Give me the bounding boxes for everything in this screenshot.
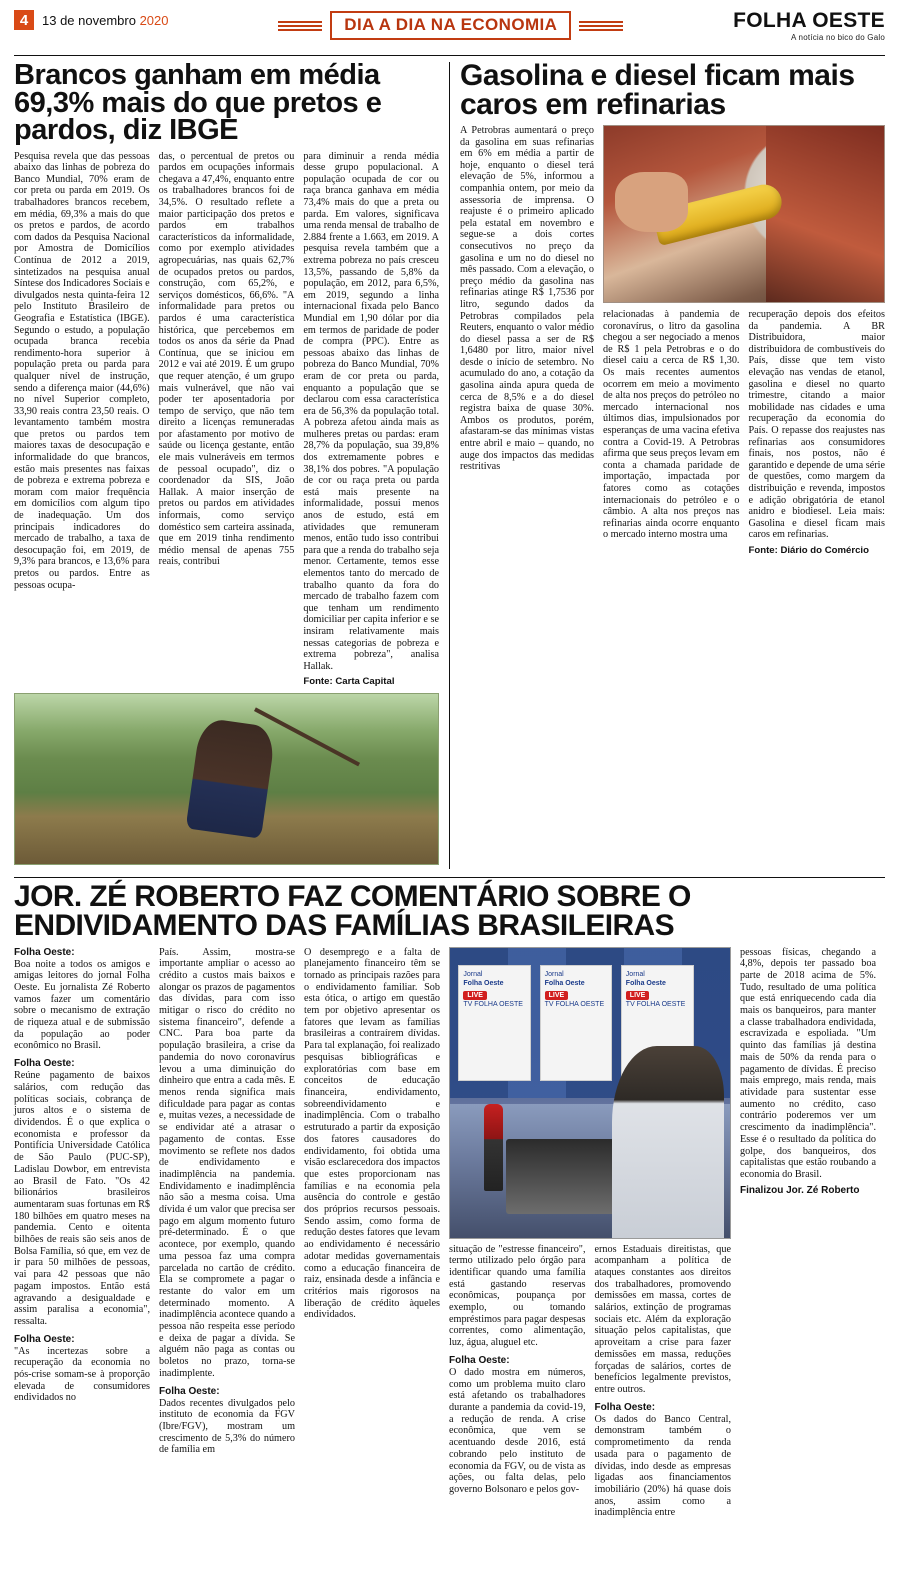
masthead-divider — [14, 55, 885, 56]
feature-col3-a: O desemprego e a falta de planejamento financeiro têm se tornado as principais razões para o endividamento familiar. Sob esta ótica, o artigo em questão tem por objetivo apresentar os fatores que levam as famílias brasileiras a contraírem dívidas. Para tal explanação, foi realizado pesquisas bibliográficas e exploratórias com base em conceitos de educação financeira, endividamento, sobreendividamento e inadimplência. Com o trabalho estruturado a partir da exposição dos fatores causadores do endividamento, foi obtida uma visão esclarecedora dos impactos que estes proporcionam nas famílias e na economia pela ausência do controle e gestão dos próprios recursos pessoais. Sendo assim, como forma de redução destes fatores que levam ao endividamento é necessário adotar medidas governamentais como a educação financeira de raiz, ensinada desde a infância e critérios mais rigorosos na liberação de crédito àqueles endividados. — [304, 946, 440, 1321]
car-body-shape — [766, 126, 884, 302]
feature-col2-b: Dados recentes divulgados pelo instituto de economia da FGV (Ibre/FGV), mostram um crescimento de 5,3% do número de família em — [159, 1397, 295, 1456]
feature-col5-b: Os dados do Banco Central, demonstram também o comprometimento da renda usada para o pagamento de dívidas, indo desde as empresas ligadas aos financiamentos imobiliário (20%) há quase dois anos, assim como a inadimplência entre — [594, 1413, 731, 1519]
feature-story — [14, 877, 885, 1519]
studio-card-2 — [540, 965, 613, 1081]
interviewer-label-4: Folha Oeste: — [159, 1385, 220, 1397]
studio-card-1-line2: Folha Oeste — [463, 979, 504, 987]
laptop-icon — [506, 1139, 624, 1214]
farm-worker-photo — [14, 693, 439, 865]
feature-col1-a: Boa noite a todos os amigos e amigas leitores do jornal Folha Oeste. Eu jornalista Zé Roberto vamos fazer um comentário sobre o mecanismo de extração de riqueza atual e de submissão da população ao poder econômico no Brasil. — [14, 958, 150, 1052]
story-fuel-col1 — [460, 125, 594, 556]
studio-card-1-tv: TV FOLHA OESTE — [463, 1000, 523, 1008]
column-divider — [449, 62, 450, 869]
top-stories — [14, 59, 885, 869]
brand-tagline: A notícia no bico do Galo — [791, 33, 885, 42]
feature-col4-columns — [449, 1244, 731, 1519]
feature-col6-a: pessoas físicas, chegando a 4,8%, depois ter passado boa parte de 2018 acima de 5%. Tudo, resultado de uma política que está enriquecendo cada dia mais os banqueiros, para manter a classe trabalhadora endividada, escravizada e espoliada. "Um quinto das famílias já destina mais de 50% da renda para o pagamento de dívidas. É preciso mais emprego, mais renda, mais atividade para sustentar esse aumento no crédito, caso contrário poderemos ver um crescimento da inadimplência". Esse é o resultado da política do golpe, dos banqueiros, dos capitalistas que estão roubando a economia do Brasil. — [740, 946, 876, 1180]
feature-col5-a: ernos Estaduais direitistas, que acompanham a política de ataques constantes aos direitos dos trabalhadores, promovendo demissões em massa, cortes de salários, extinção de programas sociais etc. Além da exploração situação pelos capitalistas, que aproveitam a crise para fazer demissões em massa, reduções forçadas de salários, cortes de benefícios legalmente previstos, entre outros. — [594, 1243, 731, 1395]
feature-col5 — [595, 1244, 732, 1519]
feature-closing: Finalizou Jor. Zé Roberto — [740, 1184, 860, 1196]
story-ibge-col2 — [159, 151, 295, 688]
feature-divider — [14, 877, 885, 878]
story-fuel-lower-columns — [603, 309, 885, 556]
interviewer-label-5: Folha Oeste: — [449, 1354, 510, 1366]
studio-card-3-live-badge: LIVE — [626, 991, 650, 1000]
studio-card-2-line2: Folha Oeste — [544, 979, 585, 987]
story-fuel-col3-text: recuperação depois dos efeitos da pandemia. A BR Distribuidora, maior distribuidora de combustíveis do País, disse que tem visto elevação nas vendas de etanol, gasolina e diesel no quarto trimestre, citando a maior mobilidade nas cidades e uma recuperação da economia do País. O repasse dos reajustes nas refinarias aos consumidores finais, nos postos, não é garantido e depende de uma série de questões, como margem da distribuição e revenda, impostos e adição obrigatória de etanol anidro e biodiesel. Leia mais: Gasolina e diesel ficam mais caros em refinarias. — [748, 309, 885, 541]
journalist-figure — [612, 1046, 724, 1237]
section-header — [278, 11, 623, 40]
feature-headline: JOR. ZÉ ROBERTO FAZ COMENTÁRIO SOBRE O ENDIVIDAMENTO DAS FAMÍLIAS BRASILEIRAS — [14, 880, 691, 943]
story-ibge-source: Fonte: Carta Capital — [303, 676, 395, 688]
studio-card-1-line1: Jornal — [463, 970, 483, 978]
interviewer-label-2: Folha Oeste: — [14, 1058, 75, 1070]
feature-col4-b: O dado mostra em números, como um problema muito claro está afetando os trabalhadores durante a pandemia da covid-19, a redução de renda. A crise econômica, que vem se acentuando desde 2016, está cobrando pelo instituto de economia da FGV, ou de vista as ações, ou falta delas, pelo governo Bolsonaro e pelos gov- — [449, 1366, 586, 1495]
story-ibge-col2-text: das, o percentual de pretos ou pardos em ocupações informais chegava a 47,4%, enquanto entre os trabalhadores brancos foi de 34,5%. O resultado reflete a maior participação dos pretos e pardos em trabalhos característicos da informalidade, como por exemplo atividades agropecuárias, nas quais 62,7% de ocupados pretos ou pardos, construção, com 65,2%, e serviços domésticos, 66,6%. "A informalidade para pretos ou pardos é uma característica histórica, que percebemos em todos os anos da série da Pnad Contínua, que se iniciou em 2012 e vai até 2019. É um grupo que requer atenção, é um grupo mais vulnerável, que não vai poder ter aposentadoria por tempo de serviço, que não tem direito a licenças remuneradas por afastamento por motivo de saúde ou licença gestante, então ele mais vulneráveis em termos de pessoal ocupado", diz o coordenador da SIS, João Hallak. A maior inserção de pretos ou pardos em atividades informais, como serviço doméstico sem carteira assinada, que em 2019 tinha rendimento médio mensal de apenas 755 reais, contribui — [158, 150, 295, 568]
studio-card-3-line2: Folha Oeste — [625, 979, 666, 987]
story-ibge — [14, 59, 440, 869]
tv-studio-photo — [449, 947, 731, 1239]
story-fuel-col1-text: A Petrobras aumentará o preço da gasolina em suas refinarias em 6% em média a partir de hoje, enquanto o diesel terá elevação de 5%, informou a companhia ontem, por meio da assessoria de imprensa. O reajuste é o primeiro aplicado pela estatal em novembro e segue-se a dois cortes consecutivos no preço da gasolina e um no do diesel no mês passado. Com a elevação, o preço médio da gasolina nas refinarias atinge R$ 1,7536 por litro, segundo dados da Petrobras compilados pela Reuters, enquanto o valor médio do diesel passa a ser de R$ 1,6480 por litro, maior nível desde o início de setembro. No acumulado do ano, a cotação da gasolina ainda apura queda de cerca de 8,5% e a do diesel registra baixa de quase 30%. Ambos os produtos, porém, afastaram-se das mínimas vistas entre abril e maio – quando, no auge dos impactos das medidas restritivas — [459, 125, 594, 473]
story-ibge-col1-text: Pesquisa revela que das pessoas abaixo das linhas de pobreza do Banco Mundial, 70% eram de cor preta ou parda em 2019. Os trabalhadores brancos recebem, em média, 69,3% a mais do que os pretos e pardos, de acordo com dados da Pesquisa Nacional por Amostra de Domicílios Contínua de 2012 a 2019, sintetizados na pesquisa anual Síntese dos Indicadores Sociais e divulgados nesta quinta-feira 12 pelo Instituto Brasileiro de Geografia e Estatística (IBGE). Segundo o estudo, a população ocupada branca recebia rendimento-hora superior à população preta ou parda para qualquer nível de instrução, sendo a diferença maior (44,6%) no nível Superior completo, 33,90 reais contra 23,50 reais. O levantamento também mostra que pretos ou pardos tem maiores taxas de desocupação e informalidade do que brancos, estão mais presentes nas faixas de pobreza e extrema pobreza e moram com maior frequência em domicílios com algum tipo de inadequação. Um dos principais indicadores do mercado de trabalho, a taxa de desocupação foi, em 2019, de 9,3% para brancos, e 13,6% para pretos ou pardos. Entre as pessoas ocupa- — [14, 150, 150, 591]
studio-card-2-tv: TV FOLHA OESTE — [544, 1000, 605, 1008]
feature-col1-c: "As incertezas sobre a recuperação da economia no pós-crise somam-se à proporção elevada de consumidores endividados no — [14, 1345, 150, 1404]
studio-card-3-tv: TV FOLHA OESTE — [625, 1000, 686, 1008]
studio-card-1 — [458, 965, 531, 1081]
feature-col4-a: situação de "estresse financeiro", termo utilizado pelo órgão para identificar quando uma família está gastando reservas econômicas, poupança por exemplo, ou tomando empréstimos para pagar despesas correntes, como alimentação, luz, água, aluguel etc. — [449, 1243, 586, 1349]
farm-worker-figure — [185, 717, 276, 839]
feature-col4 — [449, 947, 731, 1519]
feature-col4-left — [449, 1244, 586, 1519]
interviewer-label-3: Folha Oeste: — [14, 1333, 75, 1345]
story-ibge-col1 — [14, 151, 150, 688]
story-ibge-headline: Brancos ganham em média 69,3% mais do que pretos e pardos, diz IBGE — [14, 59, 382, 147]
story-fuel-headline: Gasolina e diesel ficam mais caros em refinarias — [459, 59, 855, 121]
feature-col6 — [740, 947, 876, 1519]
story-fuel — [459, 59, 885, 869]
story-fuel-col2-text: relacionadas à pandemia de coronavírus, o litro da gasolina chegou a ser negociado a menos de R$ 1 pela Petrobras e o do diesel caiu a cerca de R$ 1,30. Os mais recentes aumentos ocorrem em meio a movimento de alta nos preços do petróleo no mercado internacional nos últimos dias, impulsionados por esperanças de uma vacina efetiva contra a Covid-19. A Petrobras afirma que seus preços levam em conta a chamada paridade de importação, impactada por fatores como as cotações internacionais do petróleo e o câmbio. A alta nos preços nas refinarias ainda ocorre enquanto o mercado interno mostra uma — [602, 309, 740, 541]
feature-col1 — [14, 947, 150, 1519]
story-ibge-col3 — [303, 151, 439, 688]
microphone-icon — [484, 1104, 504, 1191]
brand-name: FOLHA OESTE — [733, 9, 885, 32]
feature-col3 — [304, 947, 440, 1519]
hand-shape — [615, 172, 688, 232]
rule-left-icon — [278, 21, 322, 31]
story-fuel-col2 — [603, 309, 740, 556]
masthead-left — [14, 10, 169, 30]
story-fuel-col3 — [748, 309, 885, 556]
feature-col2-a: País. Assim, mostra-se importante ampliar o acesso ao crédito a custos mais baixos e alongar os prazos de pagamentos das dívidas, para com isso mitigar o risco do crédito no sistema financeiro", defende a CNC. Para boa parte da população brasileira, a crise da pandemia do novo coronavírus levou a uma diminuição do dinheiro que entra a cada mês. E menos renda significa mais dificuldade para pagar as contas e, muitas vezes, a necessidade de se endividar até a atrasar o pagamento de contas. Esse movimento se reflete nos dados de endividamento e inadimplência na pandemia. Endividamento e inadimplência não são a mesma coisa. Uma dívida é um valor que precisa ser pago em algum momento futuro pré-determinado. É o que acontece, por exemplo, quando uma pessoa faz uma compra parcelada no cartão de crédito. Ela se compromete a pagar o restante do valor em um determinado momento. A inadimplência acontece quando a pessoa não respeita esse período e deixa de pagar a dívida. Se alguém não paga as contas ou boletos no prazo, torna-se inadimplente. — [159, 946, 295, 1379]
story-fuel-source: Fonte: Diário do Comércio — [748, 544, 869, 556]
feature-col1-b: Reúne pagamento de baixos salários, com redução das políticas sociais, cobrança de juros altos e o sistema de dividendos. É o que explica o economista e professor da Pontifícia Universidade Católica de São Paulo (PUC-SP), Ladislau Dowbor, em entrevista ao Brasil de Fato. "Os 42 bilionários brasileiros aumentaram suas fortunas em R$ 180 bilhões em quatro meses na pandemia. Cento e oitenta bilhões de reais são seis anos de Bolsa Família, só que, em vez de ir para 50 milhões de pessoas, vai para 42 pessoas que não pagam impostos. Então está agravando a desigualdade e assim paralisa a economia", ressalta. — [14, 1070, 150, 1327]
story-fuel-photo-wrap — [603, 125, 885, 556]
date-year: 2020 — [139, 12, 169, 28]
feature-col2 — [159, 947, 295, 1519]
studio-card-2-live-badge: LIVE — [545, 991, 569, 1000]
date-text: 13 de novembro — [42, 12, 136, 28]
feature-columns — [14, 947, 885, 1519]
story-fuel-top — [460, 125, 885, 556]
section-title: DIA A DIA NA ECONOMIA — [330, 11, 571, 40]
publication-date — [42, 13, 169, 28]
studio-card-2-line1: Jornal — [544, 970, 564, 978]
masthead — [14, 10, 885, 50]
interviewer-label-6: Folha Oeste: — [594, 1401, 656, 1413]
fuel-pump-photo — [603, 125, 885, 303]
interviewer-label-1: Folha Oeste: — [14, 946, 75, 958]
story-ibge-col3-text: para diminuir a renda média desse grupo populacional. A população ocupada de cor ou raça branca ganhava em média 73,4% mais do que a preta ou parda. Em valores, significava uma renda mensal de trabalho de 2.884 frente a 1.663, em 2019. A pesquisa revela também que a extrema pobreza no país cresceu 13,5%, passando de 5,8% da população, em 2012, para 6,5%, em 2019, segundo a linha internacional fixada pelo Banco Mundial em 1,90 dólar por dia em termos de paridade de poder de compra (PPC). Entre as pessoas abaixo das linhas de pobreza do Banco Mundial, 70% eram de cor preta ou parda, enquanto a população que se declarou com essa característica era de 56,3% da população total. A pobreza afetou ainda mais as mulheres pretas ou pardas: eram 28,7% da população, sua 39,8% dos extremamente pobres e 38,1% dos pobres. "A população de cor ou raça preta ou parda está mais presente na informalidade, possui menos anos de estudo, está em atividades que remuneram menos, então tudo isso contribui para que a renda do trabalho seja menor. Certamente, temos esse elementos tanto do mercado de trabalho quanto da fora do mercado de trabalho fazem com que tenham um rendimento domiciliar per capita inferior e se insiram relativamente mais nessas categorias de pobreza e extrema pobreza", analisa Hallak. — [303, 150, 440, 672]
story-ibge-columns — [14, 151, 439, 688]
studio-card-1-live-badge: LIVE — [463, 991, 487, 1000]
page-number: 4 — [14, 10, 34, 30]
masthead-brand — [733, 10, 885, 42]
studio-card-3-line1: Jornal — [625, 970, 645, 978]
rule-right-icon — [579, 21, 623, 31]
